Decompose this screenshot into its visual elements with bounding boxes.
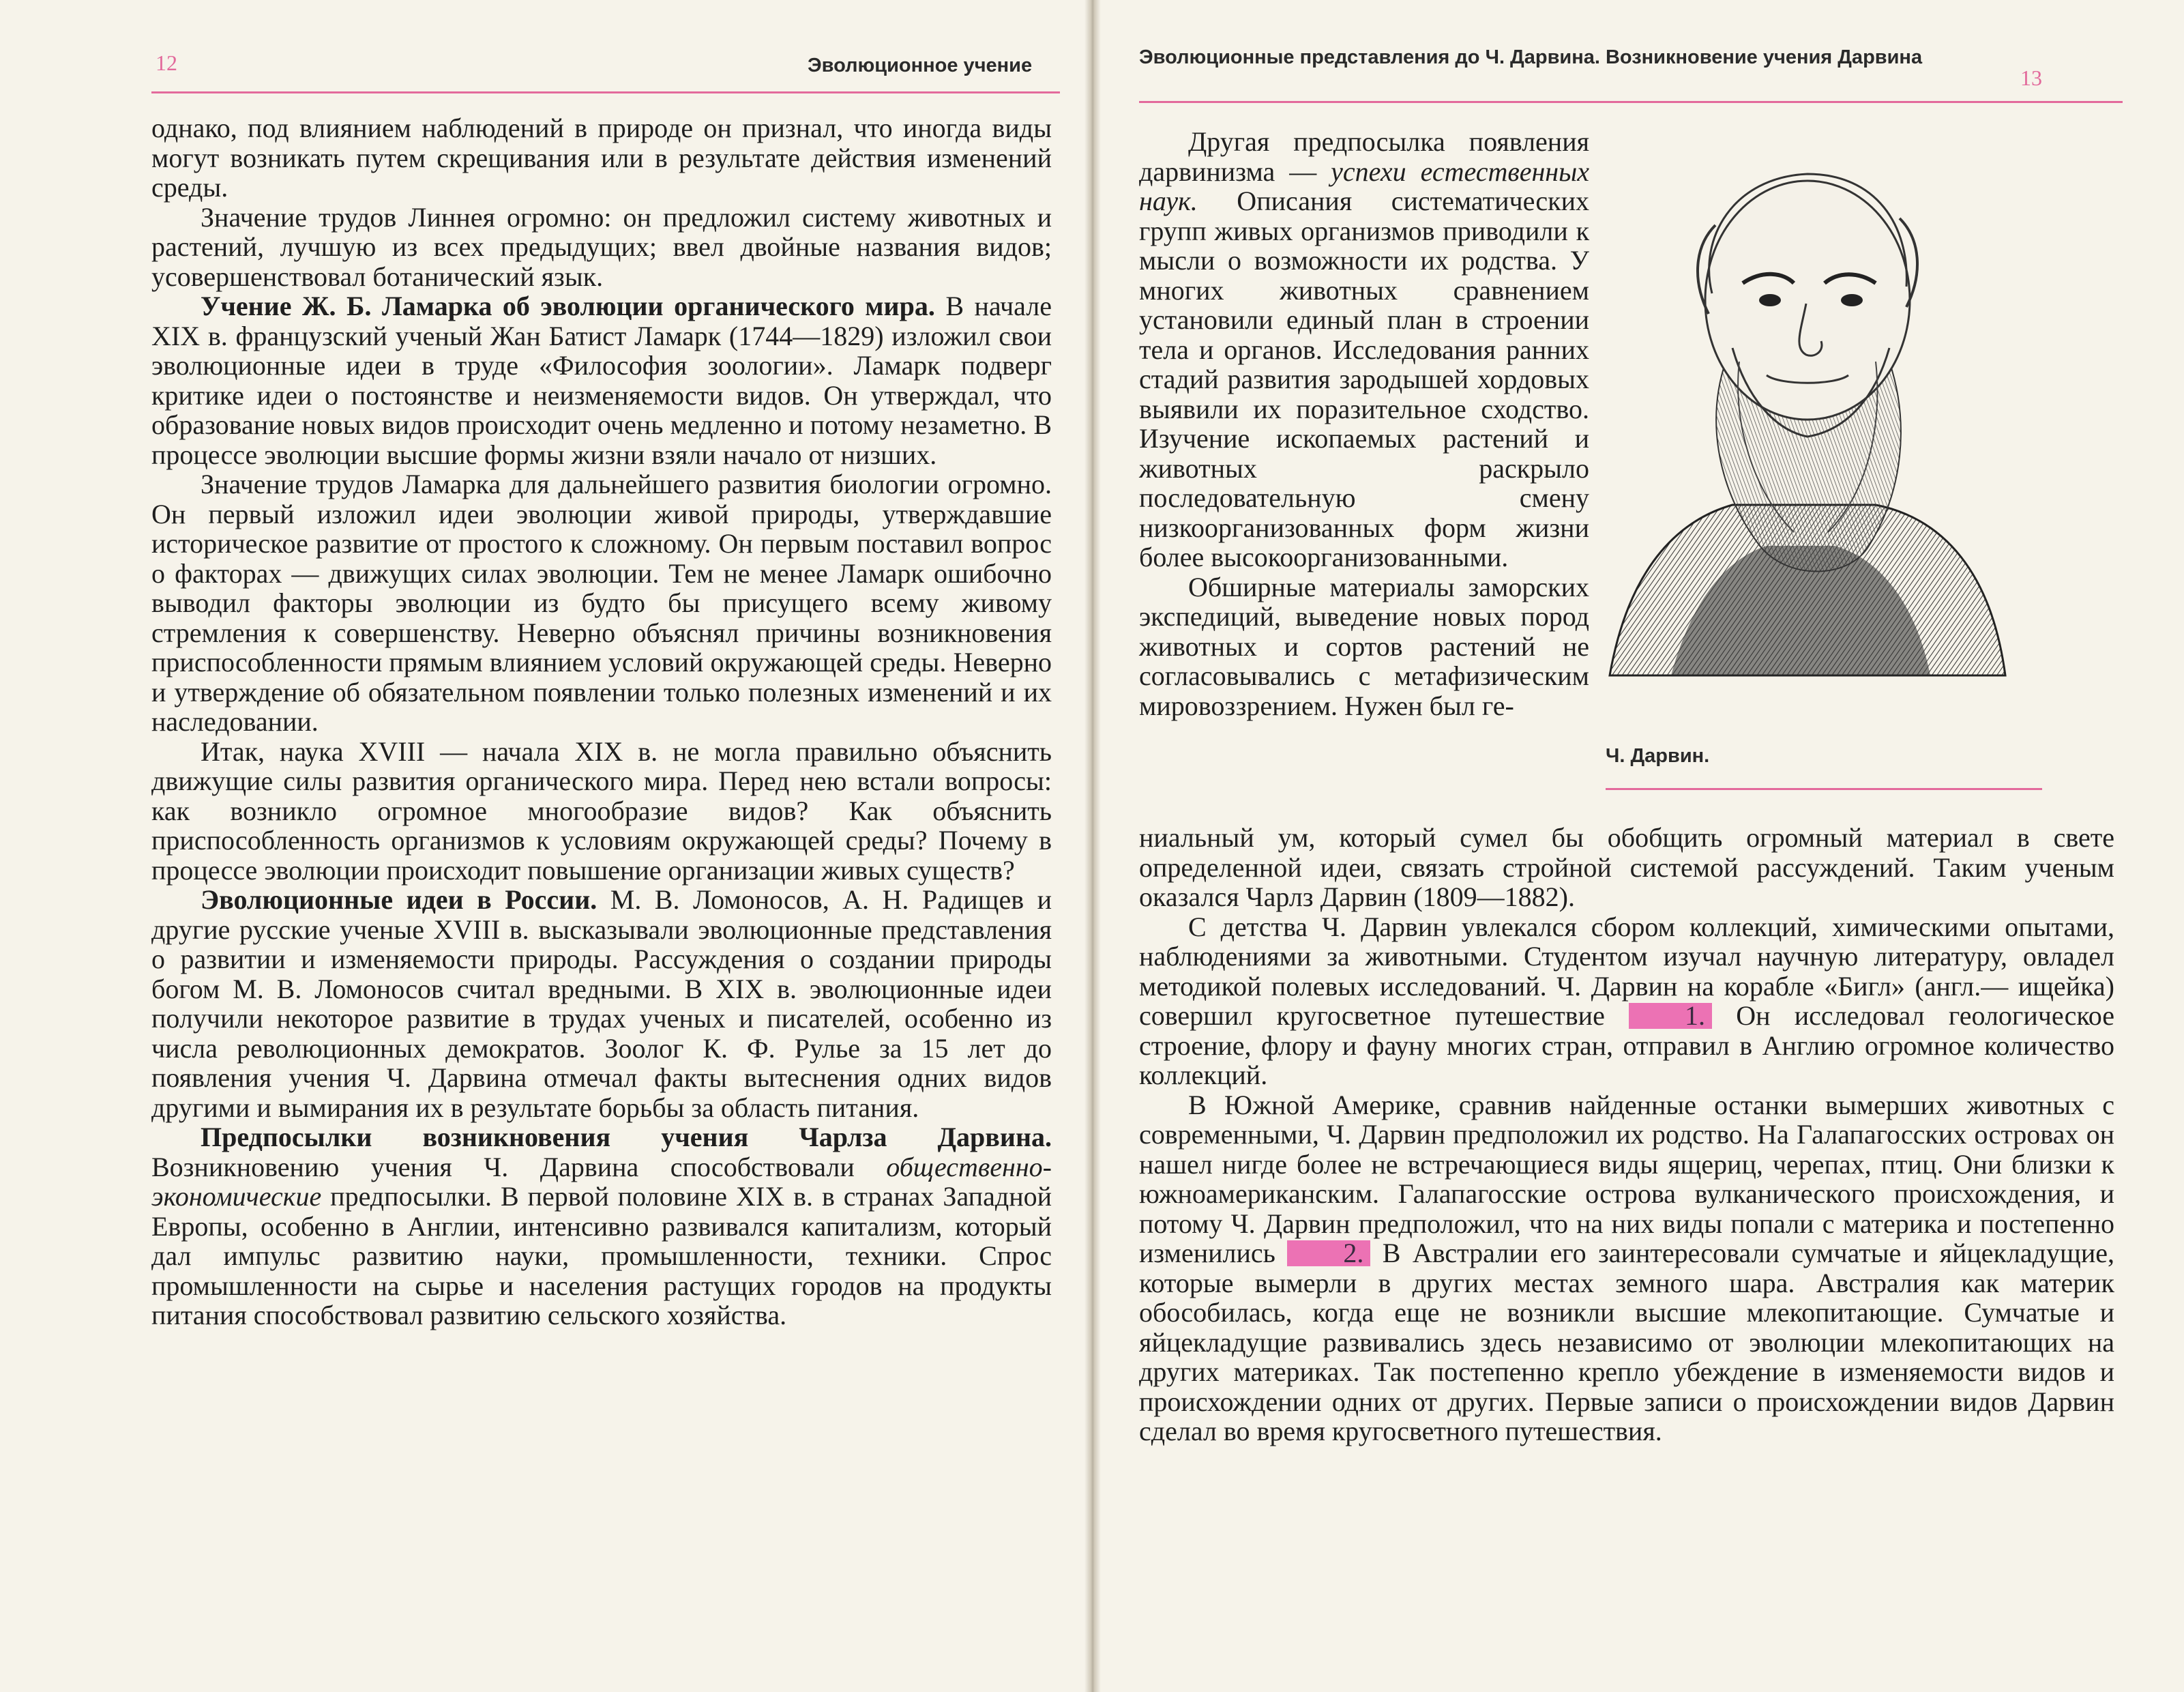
left-page <box>0 0 1090 1692</box>
paragraph: Предпосылки возникновения учения Чарлза Дарвина. Возникновению учения Ч. Дарвина способствовали общественно-экономические предпосылки. В первой половине XIX в. в странах Западной Европы, особенно в Англии, интенсивно развивался капитализм, который дал импульс развитию науки, промышленности, техники. Спрос промышленности на сырье и населения растущих городов на продукты питания способствовал развитию сельского хозяйства. <box>151 1122 1052 1330</box>
caption-rule <box>1606 788 2042 790</box>
darwin-portrait-image <box>1589 136 2012 682</box>
paragraph: Обширные материалы заморских экспедиций, выведение новых пород животных и сортов растений не согласовывались с метафизическим мировоззрением. Нужен был ге- <box>1139 571 1589 721</box>
paragraph: однако, под влиянием наблюдений в природе он признал, что иногда виды могут возникать путем скрещивания или в результате действия изменений среды. <box>151 113 1052 203</box>
book-gutter <box>1084 0 1101 1692</box>
paragraph: Значение трудов Линнея огромно: он предложил систему животных и растений, лучшую из всех предыдущих; ввел двойные названия видов; усовершенствовал ботанический язык. <box>151 201 1052 292</box>
figure-marker-1[interactable]: 1. <box>1629 1003 1712 1029</box>
header-rule-left <box>151 91 1060 93</box>
page-number-right: 13 <box>2020 65 2042 90</box>
left-text-column <box>151 113 1052 1330</box>
paragraph: Итак, наука XVIII — начала XIX в. не могла правильно объяснить движущие силы развития органического мира. Перед нею встали вопросы: как возникло огромное многообразие видов? Как объяснить приспособленность организмов к условиям окружающей среды? Почему в процессе эволюции происходит повышение организации живых существ? <box>151 735 1052 886</box>
wide-text-column <box>1139 823 2114 1446</box>
paragraph: Эволюционные идеи в России. М. В. Ломоносов, А. Н. Радищев и другие русские ученые XVIII в. высказывали эволюционные представления о развитии и изменяемости природы. Рассуждения о создании природы богом М. В. Ломоносов считал вредными. В XIX в. эволюционные идеи получили некоторое развитие в трудах ученых и писателей, особенно из числа революционных демократов. Зоолог К. Ф. Рулье за 15 лет до появления учения Ч. Дарвина отмечал факты вытеснения одних видов другими и вымирания их в результате борьбы за область питания. <box>151 884 1052 1123</box>
paragraph: ниальный ум, который сумел бы обобщить огромный материал в свете определенной идеи, связать стройной системой рассуждений. Таким ученым оказался Чарлз Дарвин (1809—1882). <box>1139 822 2114 912</box>
narrow-text-column <box>1139 127 1589 720</box>
section-heading: Учение Ж. Б. Ламарка об эволюции органического мира. <box>201 291 935 321</box>
header-rule-right <box>1139 101 2123 103</box>
section-heading: Эволюционные идеи в России. <box>201 884 597 915</box>
paragraph: Другая предпосылка появления дарвинизма — успехи естественных наук. Описания систематических групп живых организмов приводили к мысли о возможности их родства. У многих животных сравнением установили единый план в строении тела и органов. Исследования ранних стадий развития зародышей хордовых выявили их поразительное сходство. Изучение ископаемых растений и животных раскрыло последовательную смену низкоорганизованных форм жизни более высокоорганизованными. <box>1139 126 1589 572</box>
figure-marker-2[interactable]: 2. <box>1287 1240 1370 1266</box>
paragraph: С детства Ч. Дарвин увлекался сбором коллекций, химическими опытами, наблюдениями за животными. Студентом изучал научную литературу, овладел методикой полевых исследований. Ч. Дарвин на корабле «Бигл» (англ.— ищейка) совершил кругосветное путешествие 1. Он исследовал геологическое строение, флору и фауну многих стран, отправил в Англию огромное количество коллекций. <box>1139 911 2114 1090</box>
paragraph: Значение трудов Ламарка для дальнейшего развития биологии огромно. Он первый изложил идеи эволюции живой природы, утверждавшие историческое развитие от простого к сложному. Он первым поставил вопрос о факторах — движущих силах эволюции. Тем не менее Ламарк ошибочно выводил факторы эволюции из будто бы присущего всему живому стремления к совершенству. Неверно объяснял причины возникновения приспособленности прямым влиянием условий окружающей среды. Неверно и утверждение об обязательном появлении только полезных изменений и их наследовании. <box>151 469 1052 737</box>
running-head-left: Эволюционное учение <box>808 55 1033 76</box>
running-head-right: Эволюционные представления до Ч. Дарвина. Возникновение учения Дарвина <box>1139 46 1923 68</box>
figure-caption: Ч. Дарвин. <box>1606 745 1710 767</box>
paragraph: В Южной Америке, сравнив найденные останки вымерших животных с современными, Ч. Дарвин предположил их родство. На Галапагосских островах он нашел нигде более не встречающиеся виды ящериц, черепах, птиц. Они близки к южноамериканским. Галапагосские острова вулканического происхождения, и потому Ч. Дарвин предположил, что на них виды попали с материка и постепенно изменились 2. В Австралии его заинтересовали сумчатые и яйцекладущие, которые вымерли в других местах земного шара. Австралия как материк обособилась, когда еще не возникли высшие млекопитающие. Сумчатые и яйцекладущие развивались здесь независимо от эволюции млекопитающих на других материках. Так постепенно крепло убеждение в изменяемости видов и происхождении одних от других. Первые записи о происхождении видов Дарвин сделал во время кругосветного путешествия. <box>1139 1089 2114 1446</box>
paragraph: Учение Ж. Б. Ламарка об эволюции органического мира. В начале XIX в. французский ученый Жан Батист Ламарк (1744—1829) изложил свои эволюционные идеи в труде «Философия зоологии». Ламарк подверг критике идеи о постоянстве и неизменяемости видов. Он утверждал, что образование новых видов происходит очень медленно и потому незаметно. В процессе эволюции высшие формы жизни взяли начало от низших. <box>151 291 1052 470</box>
section-heading: Предпосылки возникновения учения Чарлза Дарвина. <box>201 1122 1052 1152</box>
page-number-left: 12 <box>156 50 177 75</box>
